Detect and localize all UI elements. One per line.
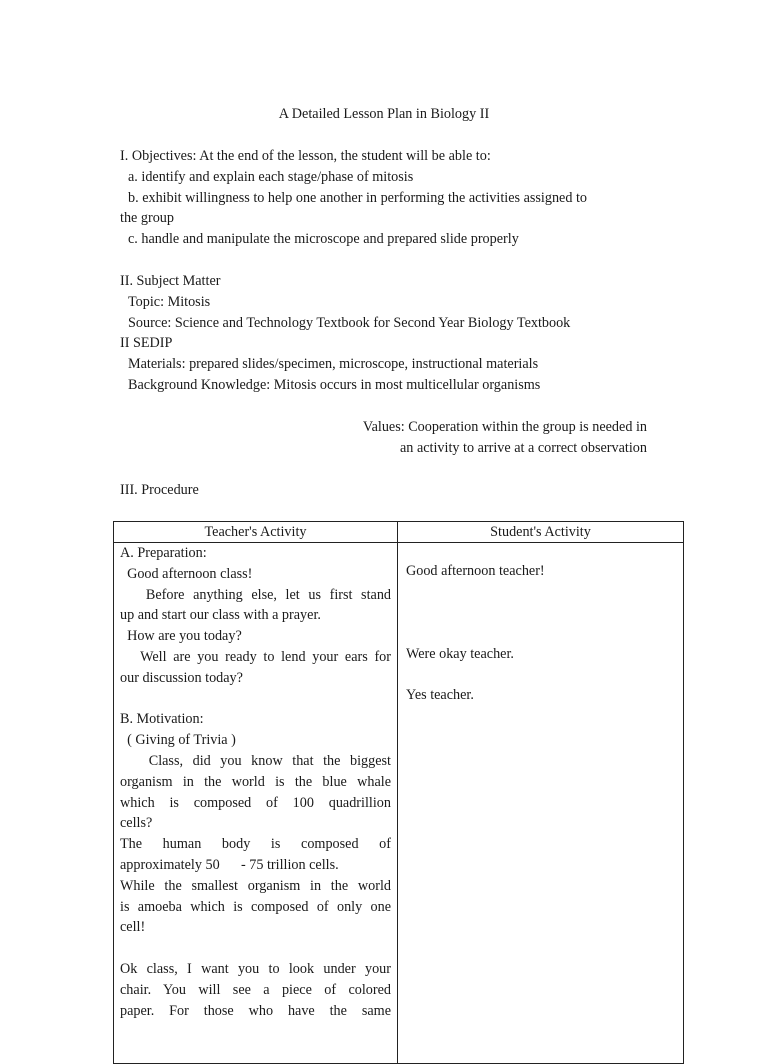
teacher-line: Well are you ready to lend your ears for [120,648,391,665]
teacher-line: How are you today? [120,628,242,645]
teacher-line: The human body is composed of [120,836,391,853]
objective-a: a. identify and explain each stage/phase of mitosis [128,169,414,185]
student-response: Good afternoon teacher! [406,563,545,579]
objectives-heading: I. Objectives: At the end of the lesson, the student will be able to: [120,148,491,164]
sedip-line: II SEDIP [120,335,173,351]
procedure-heading: III. Procedure [120,482,199,498]
student-activity-cell [398,543,684,1064]
objective-b-line1: b. exhibit willingness to help one another in performing the activities assigned to [128,190,588,206]
teacher-line: is amoeba which is composed of only one [120,898,391,915]
teacher-line: up and start our class with a prayer. [120,607,321,624]
teacher-line: Before anything else, let us first stand [120,586,392,603]
teacher-line: While the smallest organism in the world [120,877,391,894]
teacher-line: ( Giving of Trivia ) [120,732,236,749]
spacer [114,938,397,959]
teacher-line: A. Preparation: [120,545,207,561]
teacher-line: Class, did you know that the biggest [120,752,392,769]
values-line2: an activity to arrive at a correct observation [400,440,647,456]
teacher-line: Good afternoon class! [120,565,253,582]
teacher-line: cells? [120,815,153,832]
spacer [114,689,397,710]
teacher-line: approximately 50 - 75 trillion cells. [120,856,339,873]
source-line: Source: Science and Technology Textbook for Second Year Biology Textbook [128,315,571,331]
procedure-table [113,521,684,1064]
teacher-line: organism in the world is the blue whale [120,773,391,790]
teacher-line: paper. For those who have the same [120,1002,391,1019]
document-title: A Detailed Lesson Plan in Biology II [278,106,490,122]
topic-line: Topic: Mitosis [128,294,211,310]
teacher-activity-cell [114,543,398,1064]
materials-line: Materials: prepared slides/specimen, microscope, instructional materials [128,356,539,372]
student-response: Yes teacher. [406,687,474,703]
table-header-row [114,522,684,543]
subject-matter-heading: II. Subject Matter [120,273,221,289]
teacher-line: B. Motivation: [120,711,204,728]
teacher-activity-header: Teacher's Activity [114,522,398,543]
teacher-line: which is composed of 100 quadrillion [120,794,391,811]
teacher-line: cell! [120,919,146,936]
teacher-line: our discussion today? [120,669,243,686]
objective-b-line2: the group [120,210,174,226]
teacher-line: chair. You will see a piece of colored [120,981,391,998]
student-response: Were okay teacher. [406,646,514,662]
values-line1: Values: Cooperation within the group is needed in [362,419,647,435]
background-knowledge-line: Background Knowledge: Mitosis occurs in most multicellular organisms [128,377,541,393]
student-activity-header: Student's Activity [398,522,684,543]
teacher-line: Ok class, I want you to look under your [120,960,391,977]
table-row [114,543,684,1064]
objective-c: c. handle and manipulate the microscope and prepared slide properly [128,231,519,247]
